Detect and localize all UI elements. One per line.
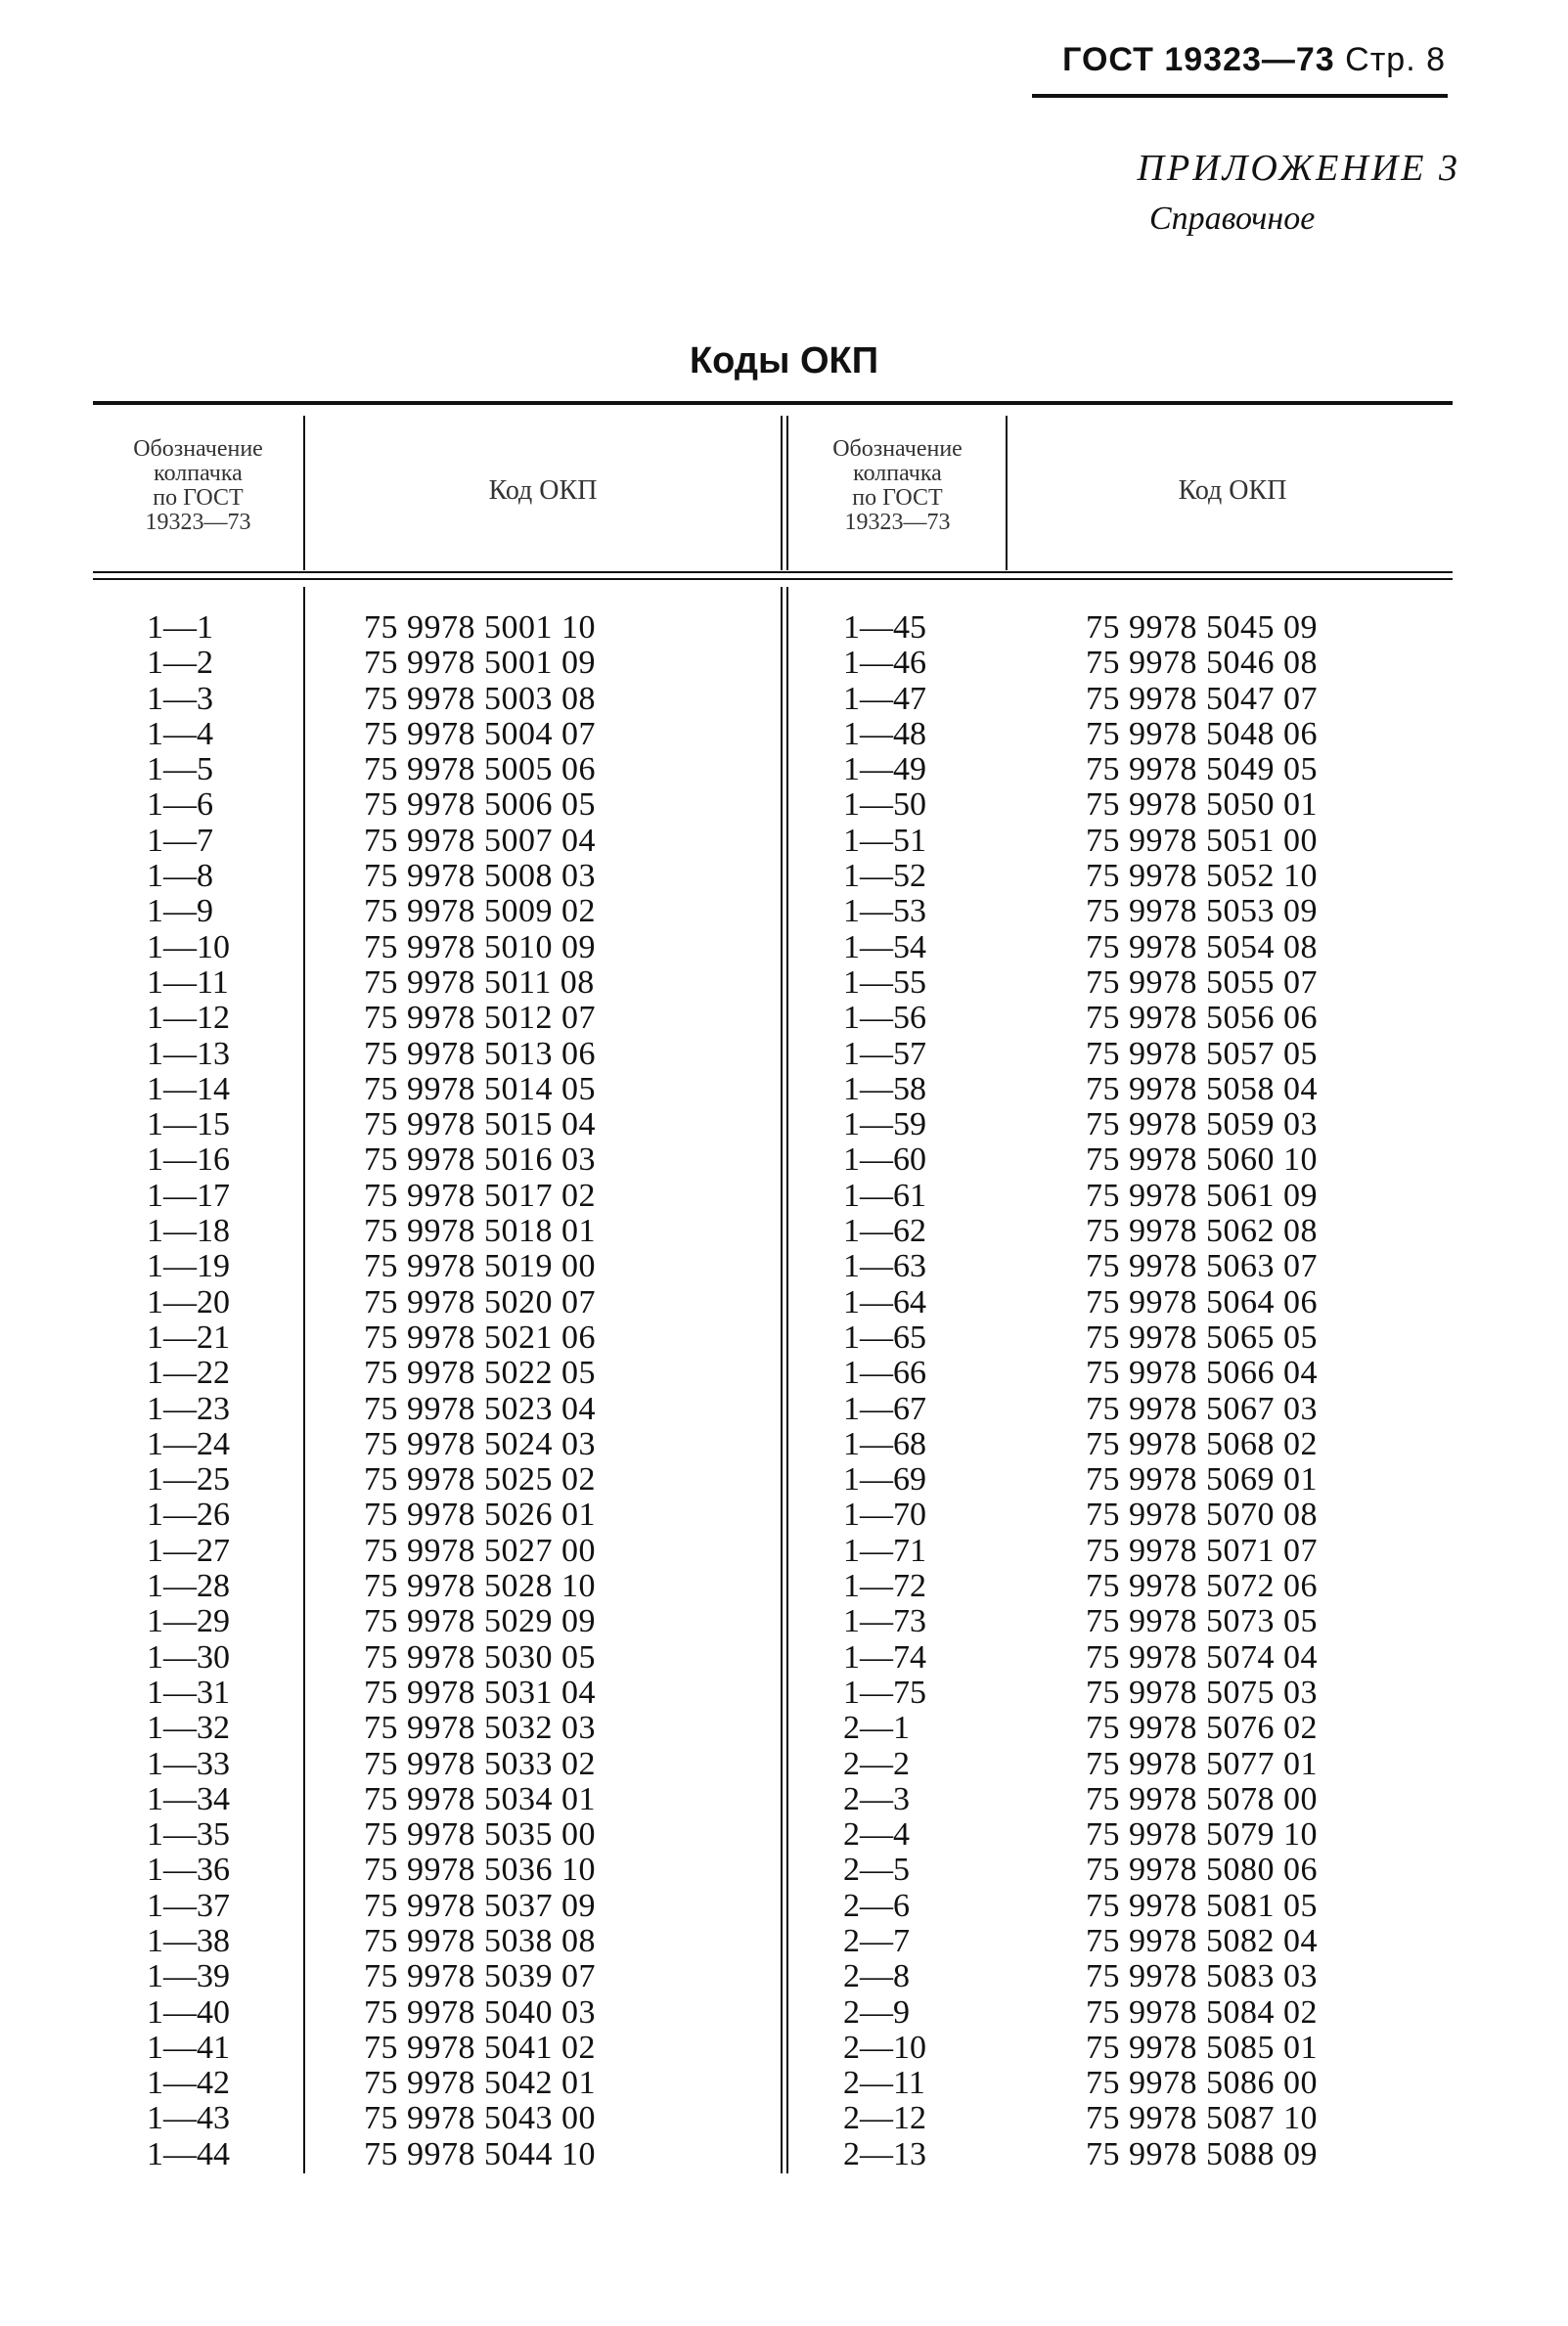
left-code-column: [364, 610, 775, 2172]
row-designation: 2—13: [843, 2135, 926, 2172]
row-okp-code: 75 9978 5055 07: [1086, 963, 1318, 1001]
standard-number: ГОСТ 19323—73: [1062, 41, 1335, 78]
row-okp-code: 75 9978 5037 09: [364, 1887, 596, 1924]
column-header-code-left: Код ОКП: [488, 475, 598, 506]
row-okp-code: 75 9978 5067 03: [1086, 1390, 1318, 1427]
row-okp-code: 75 9978 5078 00: [1086, 1780, 1318, 1817]
row-designation: 1—5: [147, 751, 213, 788]
row-designation: 1—11: [147, 963, 229, 1001]
divider-middle-header-b: [786, 416, 788, 570]
row-okp-code: 75 9978 5077 01: [1086, 1745, 1318, 1782]
row-designation: 1—2: [147, 645, 213, 682]
row-designation: 1—44: [147, 2135, 230, 2172]
row-designation: 1—49: [843, 751, 926, 788]
row-okp-code: 75 9978 5008 03: [364, 858, 596, 895]
row-designation: 1—23: [147, 1390, 230, 1427]
row-okp-code: 75 9978 5061 09: [1086, 1177, 1318, 1214]
row-designation: 1—62: [843, 1213, 926, 1250]
row-okp-code: 75 9978 5026 01: [364, 1497, 596, 1534]
row-okp-code: 75 9978 5035 00: [364, 1816, 596, 1854]
header-rule: [1032, 94, 1448, 98]
row-designation: 1—68: [843, 1425, 926, 1462]
row-designation: 1—55: [843, 963, 926, 1001]
row-okp-code: 75 9978 5018 01: [364, 1213, 596, 1250]
row-okp-code: 75 9978 5084 02: [1086, 1993, 1318, 2031]
row-designation: 1—25: [147, 1461, 230, 1498]
row-okp-code: 75 9978 5013 06: [364, 1035, 596, 1072]
right-designation-column: [843, 610, 990, 2172]
row-designation: 1—42: [147, 2065, 230, 2102]
column-header-designation-left: [98, 437, 298, 535]
row-okp-code: 75 9978 5062 08: [1086, 1213, 1318, 1250]
row-okp-code: 75 9978 5010 09: [364, 928, 596, 965]
row-designation: 1—60: [843, 1141, 926, 1179]
row-designation: 1—15: [147, 1106, 230, 1143]
row-designation: 1—43: [147, 2100, 230, 2137]
row-okp-code: 75 9978 5085 01: [1086, 2029, 1318, 2066]
row-okp-code: 75 9978 5024 03: [364, 1425, 596, 1462]
row-okp-code: 75 9978 5021 06: [364, 1319, 596, 1356]
row-designation: 1—73: [843, 1603, 926, 1640]
row-designation: 1—52: [843, 858, 926, 895]
row-okp-code: 75 9978 5057 05: [1086, 1035, 1318, 1072]
page-number: Стр. 8: [1345, 41, 1446, 78]
row-okp-code: 75 9978 5009 02: [364, 893, 596, 930]
divider-middle-body-b: [786, 587, 788, 2173]
row-designation: 2—11: [843, 2065, 925, 2102]
row-designation: 2—10: [843, 2029, 926, 2066]
row-okp-code: 75 9978 5019 00: [364, 1248, 596, 1285]
row-designation: 1—32: [147, 1710, 230, 1747]
row-designation: 2—1: [843, 1710, 910, 1747]
row-designation: 1—33: [147, 1745, 230, 1782]
row-okp-code: 75 9978 5048 06: [1086, 715, 1318, 752]
row-okp-code: 75 9978 5088 09: [1086, 2135, 1318, 2172]
row-designation: 1—6: [147, 786, 213, 824]
divider-left-body: [303, 587, 305, 2173]
row-okp-code: 75 9978 5063 07: [1086, 1248, 1318, 1285]
row-designation: 1—64: [843, 1283, 926, 1320]
row-okp-code: 75 9978 5027 00: [364, 1532, 596, 1569]
row-designation: 1—53: [843, 893, 926, 930]
header-line: по ГОСТ: [852, 485, 943, 511]
row-okp-code: 75 9978 5004 07: [364, 715, 596, 752]
row-designation: 1—35: [147, 1816, 230, 1854]
row-okp-code: 75 9978 5005 06: [364, 751, 596, 788]
row-okp-code: 75 9978 5029 09: [364, 1603, 596, 1640]
row-designation: 1—75: [843, 1674, 926, 1711]
row-okp-code: 75 9978 5042 01: [364, 2065, 596, 2102]
row-okp-code: 75 9978 5033 02: [364, 1745, 596, 1782]
row-designation: 1—58: [843, 1070, 926, 1107]
row-okp-code: 75 9978 5076 02: [1086, 1710, 1318, 1747]
row-designation: 1—45: [843, 609, 926, 646]
row-okp-code: 75 9978 5075 03: [1086, 1674, 1318, 1711]
row-okp-code: 75 9978 5032 03: [364, 1710, 596, 1747]
row-okp-code: 75 9978 5066 04: [1086, 1355, 1318, 1392]
row-okp-code: 75 9978 5058 04: [1086, 1070, 1318, 1107]
row-okp-code: 75 9978 5083 03: [1086, 1958, 1318, 1995]
row-designation: 1—50: [843, 786, 926, 824]
right-code-column: [1086, 610, 1457, 2172]
row-designation: 2—7: [843, 1922, 910, 1959]
row-designation: 1—63: [843, 1248, 926, 1285]
row-okp-code: 75 9978 5069 01: [1086, 1461, 1318, 1498]
row-okp-code: 75 9978 5044 10: [364, 2135, 596, 2172]
row-okp-code: 75 9978 5023 04: [364, 1390, 596, 1427]
divider-middle-header-a: [781, 416, 783, 570]
row-designation: 1—36: [147, 1852, 230, 1889]
row-designation: 1—1: [147, 609, 213, 646]
row-designation: 1—4: [147, 715, 213, 752]
row-designation: 1—46: [843, 645, 926, 682]
row-designation: 1—40: [147, 1993, 230, 2031]
row-designation: 1—10: [147, 928, 230, 965]
row-okp-code: 75 9978 5043 00: [364, 2100, 596, 2137]
row-designation: 2—4: [843, 1816, 910, 1854]
row-designation: 1—31: [147, 1674, 230, 1711]
row-designation: 1—3: [147, 680, 213, 717]
table-title: Коды ОКП: [689, 340, 879, 381]
row-designation: 1—19: [147, 1248, 230, 1285]
row-designation: 1—28: [147, 1568, 230, 1605]
row-designation: 1—22: [147, 1355, 230, 1392]
row-okp-code: 75 9978 5003 08: [364, 680, 596, 717]
row-designation: 2—12: [843, 2100, 926, 2137]
row-okp-code: 75 9978 5053 09: [1086, 893, 1318, 930]
row-designation: 1—8: [147, 858, 213, 895]
row-designation: 1—7: [147, 822, 213, 859]
row-okp-code: 75 9978 5068 02: [1086, 1425, 1318, 1462]
row-okp-code: 75 9978 5036 10: [364, 1852, 596, 1889]
row-okp-code: 75 9978 5016 03: [364, 1141, 596, 1179]
row-designation: 1—21: [147, 1319, 230, 1356]
row-okp-code: 75 9978 5011 08: [364, 963, 595, 1001]
row-designation: 1—37: [147, 1887, 230, 1924]
header-line: 19323—73: [844, 510, 951, 535]
row-okp-code: 75 9978 5031 04: [364, 1674, 596, 1711]
row-okp-code: 75 9978 5014 05: [364, 1070, 596, 1107]
row-okp-code: 75 9978 5015 04: [364, 1106, 596, 1143]
row-okp-code: 75 9978 5012 07: [364, 1000, 596, 1037]
row-okp-code: 75 9978 5086 00: [1086, 2065, 1318, 2102]
row-designation: 1—72: [843, 1568, 926, 1605]
divider-left-header: [303, 416, 305, 570]
row-okp-code: 75 9978 5045 09: [1086, 609, 1318, 646]
row-designation: 1—24: [147, 1425, 230, 1462]
row-designation: 1—30: [147, 1638, 230, 1676]
row-designation: 1—29: [147, 1603, 230, 1640]
row-designation: 1—71: [843, 1532, 926, 1569]
row-designation: 1—74: [843, 1638, 926, 1676]
row-designation: 2—8: [843, 1958, 910, 1995]
row-okp-code: 75 9978 5025 02: [364, 1461, 596, 1498]
row-okp-code: 75 9978 5007 04: [364, 822, 596, 859]
row-designation: 1—27: [147, 1532, 230, 1569]
row-okp-code: 75 9978 5041 02: [364, 2029, 596, 2066]
row-okp-code: 75 9978 5050 01: [1086, 786, 1318, 824]
row-designation: 1—9: [147, 893, 213, 930]
row-designation: 1—54: [843, 928, 926, 965]
table-top-rule: [93, 401, 1453, 405]
header-line: колпачка: [154, 461, 243, 486]
row-okp-code: 75 9978 5001 09: [364, 645, 596, 682]
row-okp-code: 75 9978 5072 06: [1086, 1568, 1318, 1605]
row-designation: 1—12: [147, 1000, 230, 1037]
row-okp-code: 75 9978 5049 05: [1086, 751, 1318, 788]
row-okp-code: 75 9978 5039 07: [364, 1958, 596, 1995]
row-okp-code: 75 9978 5056 06: [1086, 1000, 1318, 1037]
row-designation: 2—9: [843, 1993, 910, 2031]
row-okp-code: 75 9978 5017 02: [364, 1177, 596, 1214]
row-designation: 1—39: [147, 1958, 230, 1995]
divider-middle-body-a: [781, 587, 783, 2173]
row-designation: 1—69: [843, 1461, 926, 1498]
row-designation: 1—20: [147, 1283, 230, 1320]
row-designation: 1—57: [843, 1035, 926, 1072]
row-okp-code: 75 9978 5038 08: [364, 1922, 596, 1959]
row-okp-code: 75 9978 5020 07: [364, 1283, 596, 1320]
row-okp-code: 75 9978 5051 00: [1086, 822, 1318, 859]
row-okp-code: 75 9978 5059 03: [1086, 1106, 1318, 1143]
row-designation: 2—5: [843, 1852, 910, 1889]
header-line: колпачка: [853, 461, 942, 486]
row-designation: 1—70: [843, 1497, 926, 1534]
row-okp-code: 75 9978 5052 10: [1086, 858, 1318, 895]
row-designation: 1—61: [843, 1177, 926, 1214]
row-okp-code: 75 9978 5070 08: [1086, 1497, 1318, 1534]
row-designation: 1—47: [843, 680, 926, 717]
appendix-subtitle: Справочное: [1149, 201, 1316, 237]
row-okp-code: 75 9978 5080 06: [1086, 1852, 1318, 1889]
header-line: 19323—73: [145, 510, 251, 535]
row-designation: 1—67: [843, 1390, 926, 1427]
row-okp-code: 75 9978 5064 06: [1086, 1283, 1318, 1320]
row-okp-code: 75 9978 5030 05: [364, 1638, 596, 1676]
row-okp-code: 75 9978 5028 10: [364, 1568, 596, 1605]
row-designation: 1—65: [843, 1319, 926, 1356]
row-designation: 1—66: [843, 1355, 926, 1392]
row-okp-code: 75 9978 5022 05: [364, 1355, 596, 1392]
row-okp-code: 75 9978 5054 08: [1086, 928, 1318, 965]
row-designation: 1—14: [147, 1070, 230, 1107]
divider-right-header: [1006, 416, 1008, 570]
row-okp-code: 75 9978 5006 05: [364, 786, 596, 824]
row-okp-code: 75 9978 5065 05: [1086, 1319, 1318, 1356]
row-okp-code: 75 9978 5034 01: [364, 1780, 596, 1817]
row-okp-code: 75 9978 5040 03: [364, 1993, 596, 2031]
header-line: Обозначение: [832, 436, 963, 462]
document-header: [1062, 41, 1446, 79]
row-okp-code: 75 9978 5082 04: [1086, 1922, 1318, 1959]
row-okp-code: 75 9978 5071 07: [1086, 1532, 1318, 1569]
row-designation: 2—6: [843, 1887, 910, 1924]
row-designation: 1—38: [147, 1922, 230, 1959]
row-okp-code: 75 9978 5087 10: [1086, 2100, 1318, 2137]
row-designation: 1—51: [843, 822, 926, 859]
row-designation: 1—34: [147, 1780, 230, 1817]
column-header-designation-right: [792, 437, 1003, 535]
row-okp-code: 75 9978 5081 05: [1086, 1887, 1318, 1924]
row-designation: 1—26: [147, 1497, 230, 1534]
header-bottom-rule-2: [93, 578, 1453, 580]
column-header-code-right: Код ОКП: [1178, 475, 1287, 506]
header-line: по ГОСТ: [153, 485, 244, 511]
row-designation: 1—56: [843, 1000, 926, 1037]
row-designation: 1—16: [147, 1141, 230, 1179]
row-designation: 1—13: [147, 1035, 230, 1072]
row-designation: 2—3: [843, 1780, 910, 1817]
row-designation: 1—48: [843, 715, 926, 752]
row-designation: 1—59: [843, 1106, 926, 1143]
row-okp-code: 75 9978 5047 07: [1086, 680, 1318, 717]
header-line: Обозначение: [133, 436, 263, 462]
row-okp-code: 75 9978 5001 10: [364, 609, 596, 646]
header-bottom-rule: [93, 571, 1453, 573]
row-okp-code: 75 9978 5079 10: [1086, 1816, 1318, 1854]
appendix-title: ПРИЛОЖЕНИЕ 3: [1137, 148, 1460, 189]
row-designation: 1—18: [147, 1213, 230, 1250]
row-okp-code: 75 9978 5074 04: [1086, 1638, 1318, 1676]
row-designation: 1—17: [147, 1177, 230, 1214]
left-designation-column: [147, 610, 293, 2172]
row-okp-code: 75 9978 5060 10: [1086, 1141, 1318, 1179]
row-designation: 1—41: [147, 2029, 230, 2066]
row-designation: 2—2: [843, 1745, 910, 1782]
row-okp-code: 75 9978 5046 08: [1086, 645, 1318, 682]
row-okp-code: 75 9978 5073 05: [1086, 1603, 1318, 1640]
